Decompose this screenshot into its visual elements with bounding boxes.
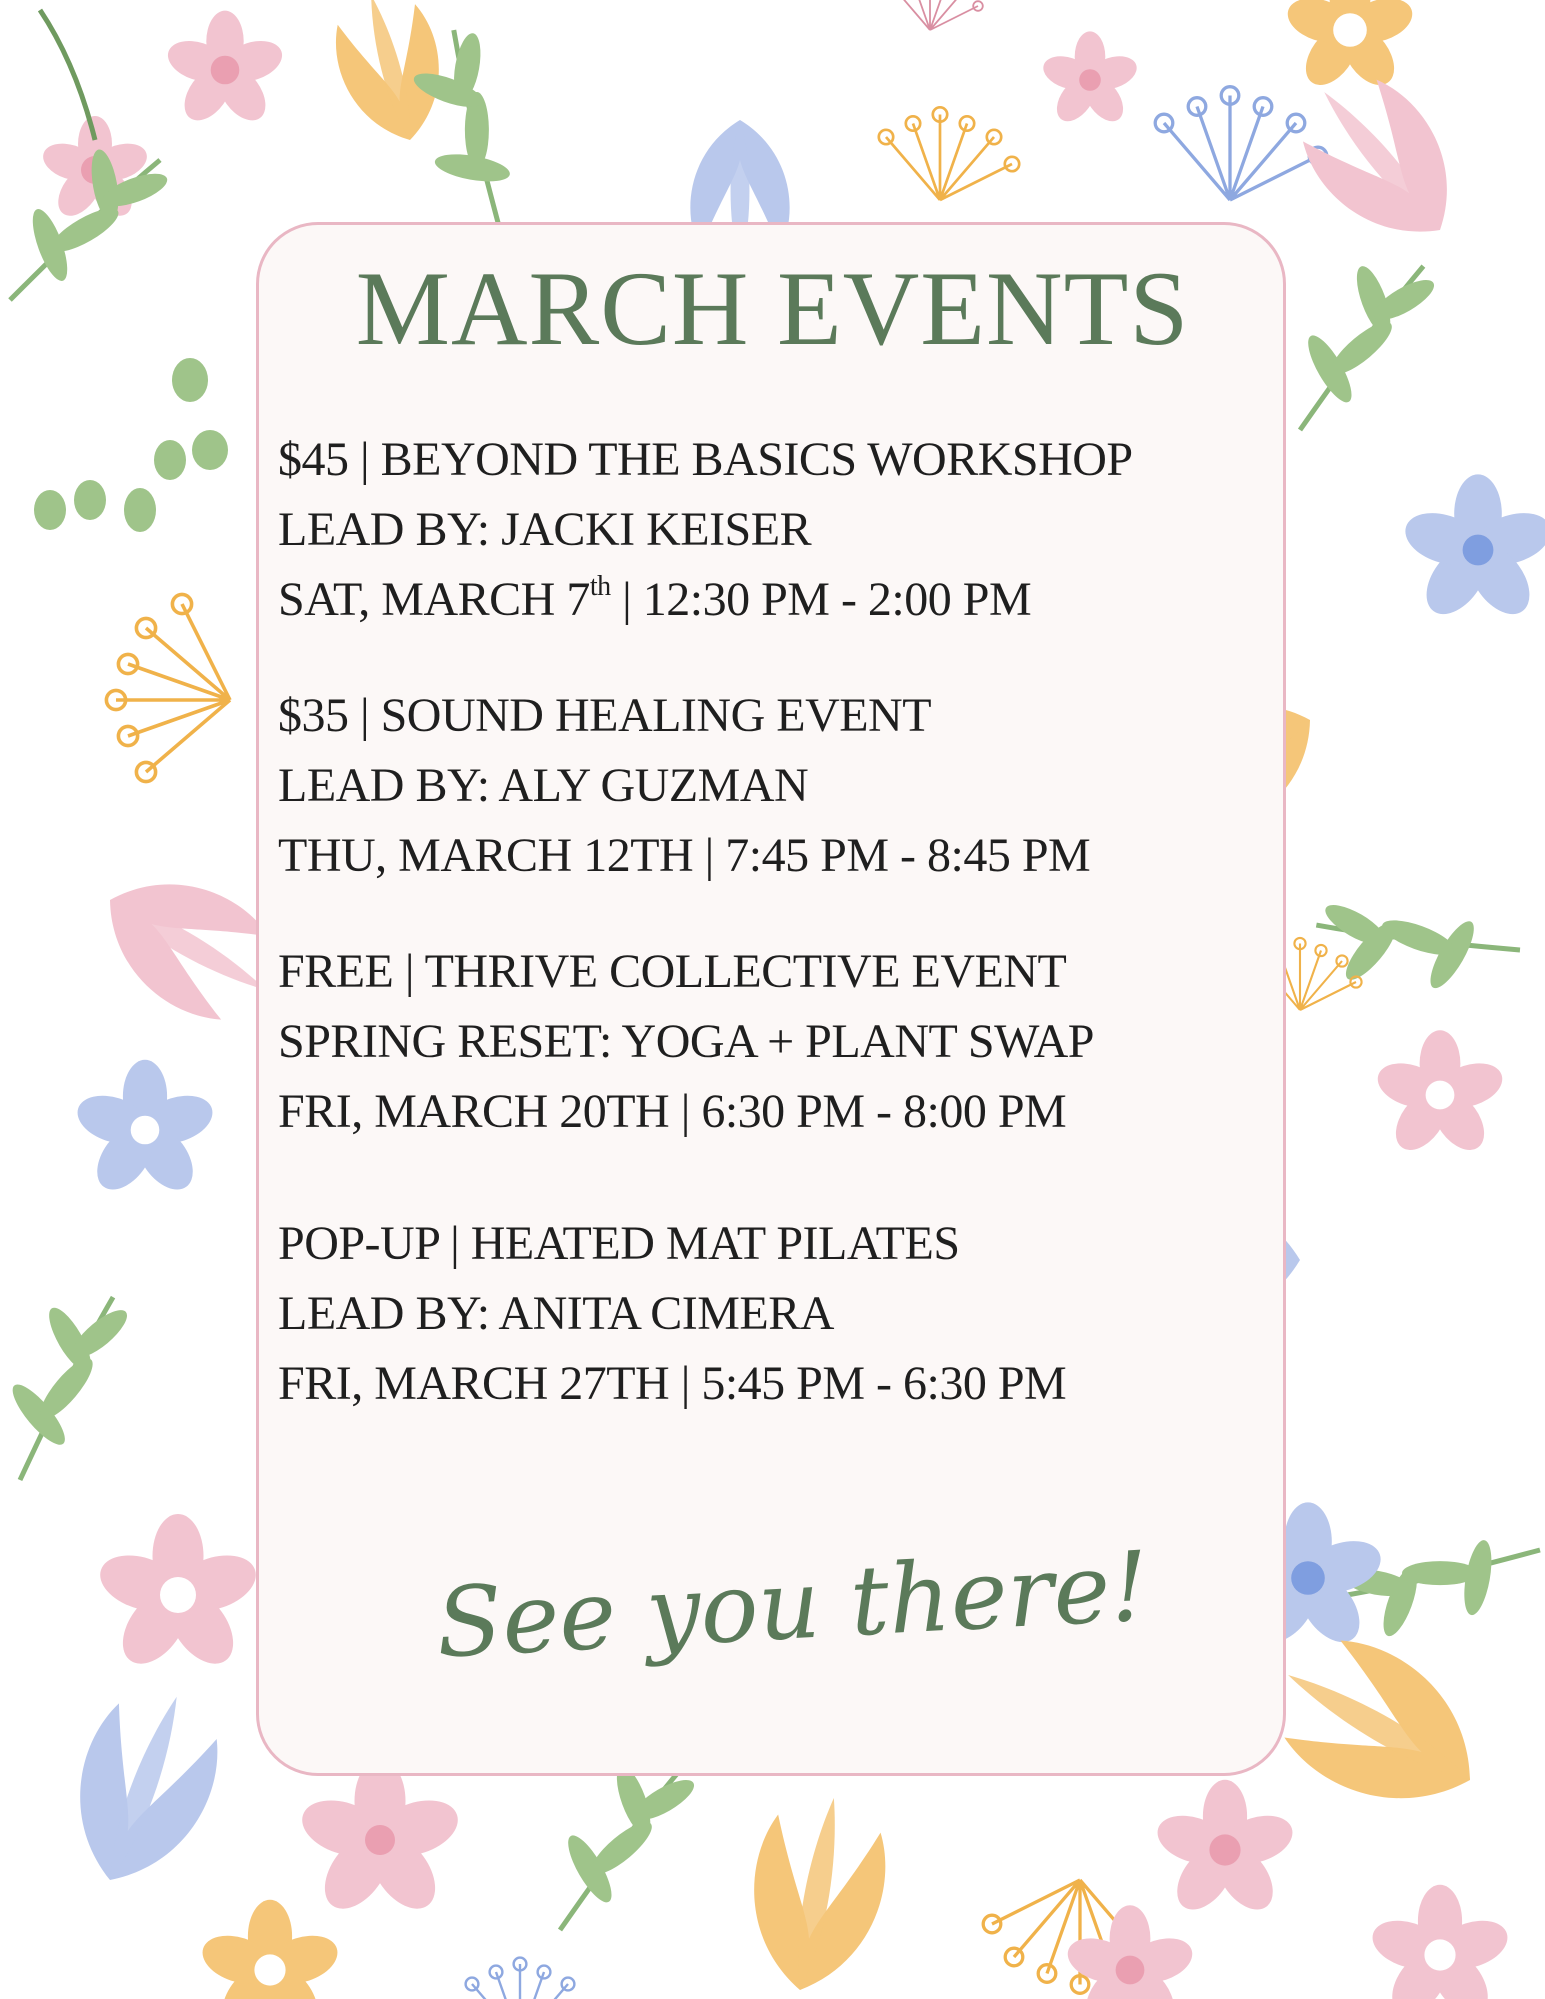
blue-berry-icon (466, 1958, 591, 1999)
blue-tulip-icon (49, 1675, 237, 1902)
event-2-lead: LEAD BY: ALY GUZMAN (278, 759, 809, 812)
yellow-tulip-icon (1253, 1615, 1504, 1840)
event-3-subtitle: SPRING RESET: YOGA + PLANT SWAP (278, 1015, 1094, 1068)
blue-flower-icon (71, 1060, 218, 1200)
event-3-title: FREE | THRIVE COLLECTIVE EVENT (278, 945, 1067, 998)
yellow-dandelion-icon (106, 594, 230, 781)
leaf-spray-icon (0, 1282, 171, 1480)
event-3-date: FRI, MARCH 20TH | 6:30 PM - 8:00 PM (278, 1085, 1067, 1138)
pink-flower-icon (1372, 1030, 1508, 1159)
green-bud-icon (34, 358, 228, 532)
berry-sprig-icon (889, 0, 983, 30)
leaf-spray-icon (1300, 827, 1520, 1048)
event-4-date: FRI, MARCH 27TH | 5:45 PM - 6:30 PM (278, 1357, 1067, 1410)
yellow-flower-icon (196, 1900, 343, 1999)
pink-hibiscus-icon (295, 1759, 465, 1921)
page-title: MARCH EVENTS (355, 250, 1190, 367)
event-4-lead: LEAD BY: ANITA CIMERA (278, 1287, 834, 1340)
yellow-blossom-icon (879, 107, 1019, 200)
event-4-title: POP-UP | HEATED MAT PILATES (278, 1217, 960, 1270)
event-2-title: $35 | SOUND HEALING EVENT (278, 689, 932, 742)
leaf-spray-icon (534, 1752, 719, 1930)
pink-flower-icon (1062, 1905, 1198, 1999)
yellow-flower-icon (1282, 0, 1418, 94)
pink-flower-icon (163, 11, 288, 129)
pink-flower-icon (1039, 31, 1141, 128)
pink-flower-icon (1366, 1885, 1513, 1999)
event-1-title: $45 | BEYOND THE BASICS WORKSHOP (278, 433, 1133, 486)
blue-flower-icon (1399, 474, 1545, 625)
signoff-script: See you there! (433, 1530, 1152, 1680)
event-2-date: THU, MARCH 12TH | 7:45 PM - 8:45 PM (278, 829, 1091, 882)
event-1-lead: LEAD BY: JACKI KEISER (278, 503, 812, 556)
blue-dandelion-icon (1155, 87, 1327, 200)
event-1-date: SAT, MARCH 7th | 12:30 PM - 2:00 PM (278, 571, 1032, 626)
yellow-tulip-icon (736, 1787, 897, 1999)
pink-flower-icon (1151, 1780, 1298, 1920)
